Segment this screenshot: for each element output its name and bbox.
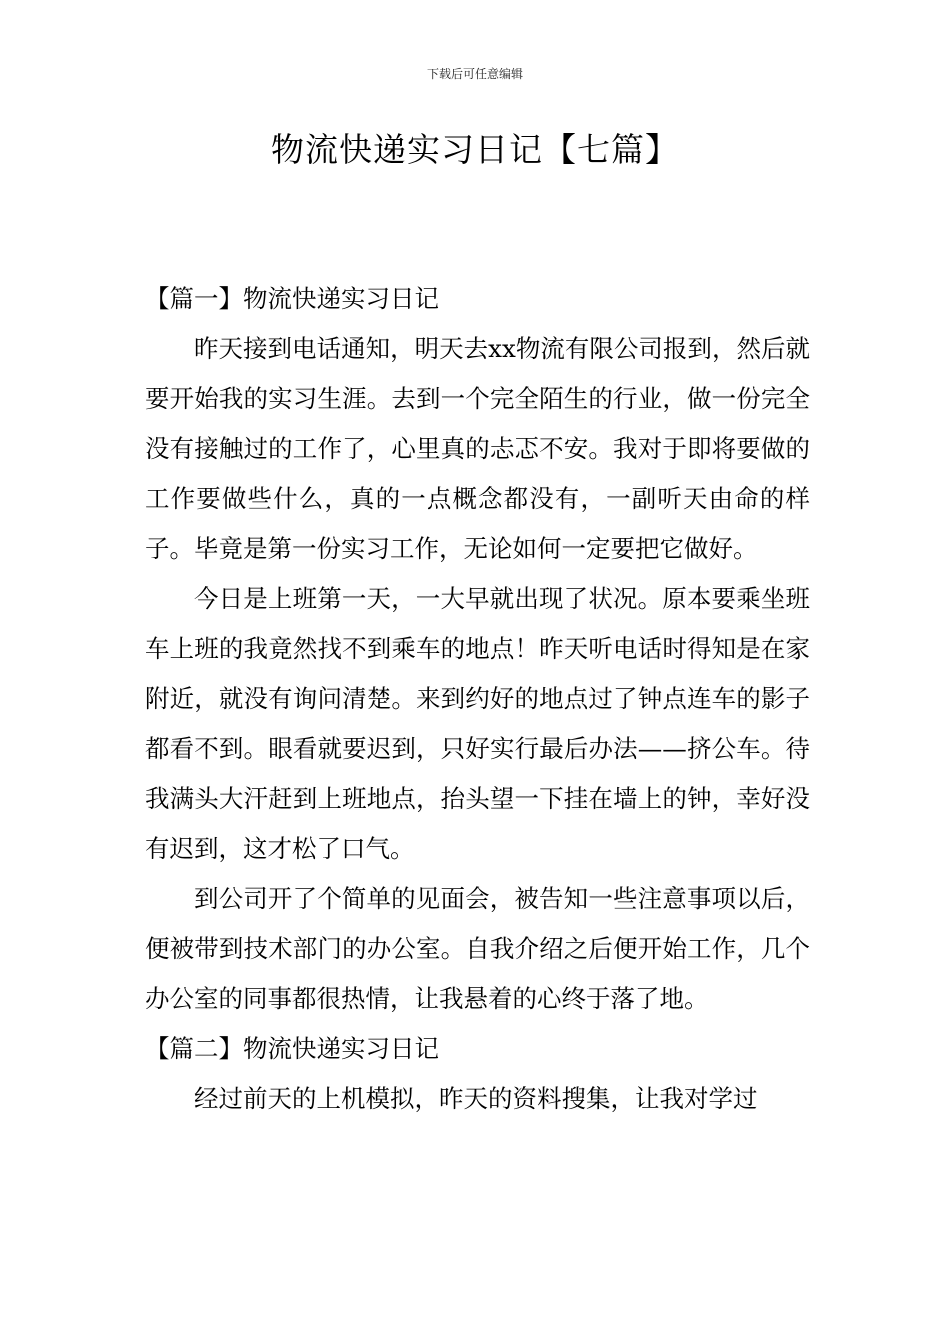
- section-1: [145, 274, 810, 1024]
- section-heading: 【篇二】物流快递实习日记: [145, 1034, 439, 1063]
- document-title: 物流快递实习日记【七篇】: [271, 130, 679, 169]
- paragraph: 经过前天的上机模拟，昨天的资料搜集，让我对学过: [194, 1084, 758, 1113]
- document-body: [145, 274, 810, 1124]
- paragraph: 昨天接到电话通知，明天去xx物流有限公司报到，然后就要开始我的实习生涯。去到一个完全陌生的行业，做一份完全没有接触过的工作了，心里真的忐忑不安。我对于即将要做的工作要做些什么，真的一点概念都没有，一副听天由命的样子。毕竟是第一份实习工作，无论如何一定要把它做好。: [145, 334, 810, 563]
- section-2: [145, 1024, 810, 1124]
- header-note: 下载后可任意编辑: [426, 67, 523, 81]
- paragraph: 到公司开了个简单的见面会，被告知一些注意事项以后，便被带到技术部门的办公室。自我介绍之后便开始工作，几个办公室的同事都很热情，让我悬着的心终于落了地。: [145, 884, 810, 1013]
- paragraph: 今日是上班第一天，一大早就出现了状况。原本要乘坐班车上班的我竟然找不到乘车的地点！昨天听电话时得知是在家附近，就没有询问清楚。来到约好的地点过了钟点连车的影子都看不到。眼看就要迟到，只好实行最后办法——挤公车。待我满头大汗赶到上班地点，抬头望一下挂在墙上的钟，幸好没有迟到，这才松了口气。: [145, 584, 810, 863]
- section-heading: 【篇一】物流快递实习日记: [145, 284, 439, 313]
